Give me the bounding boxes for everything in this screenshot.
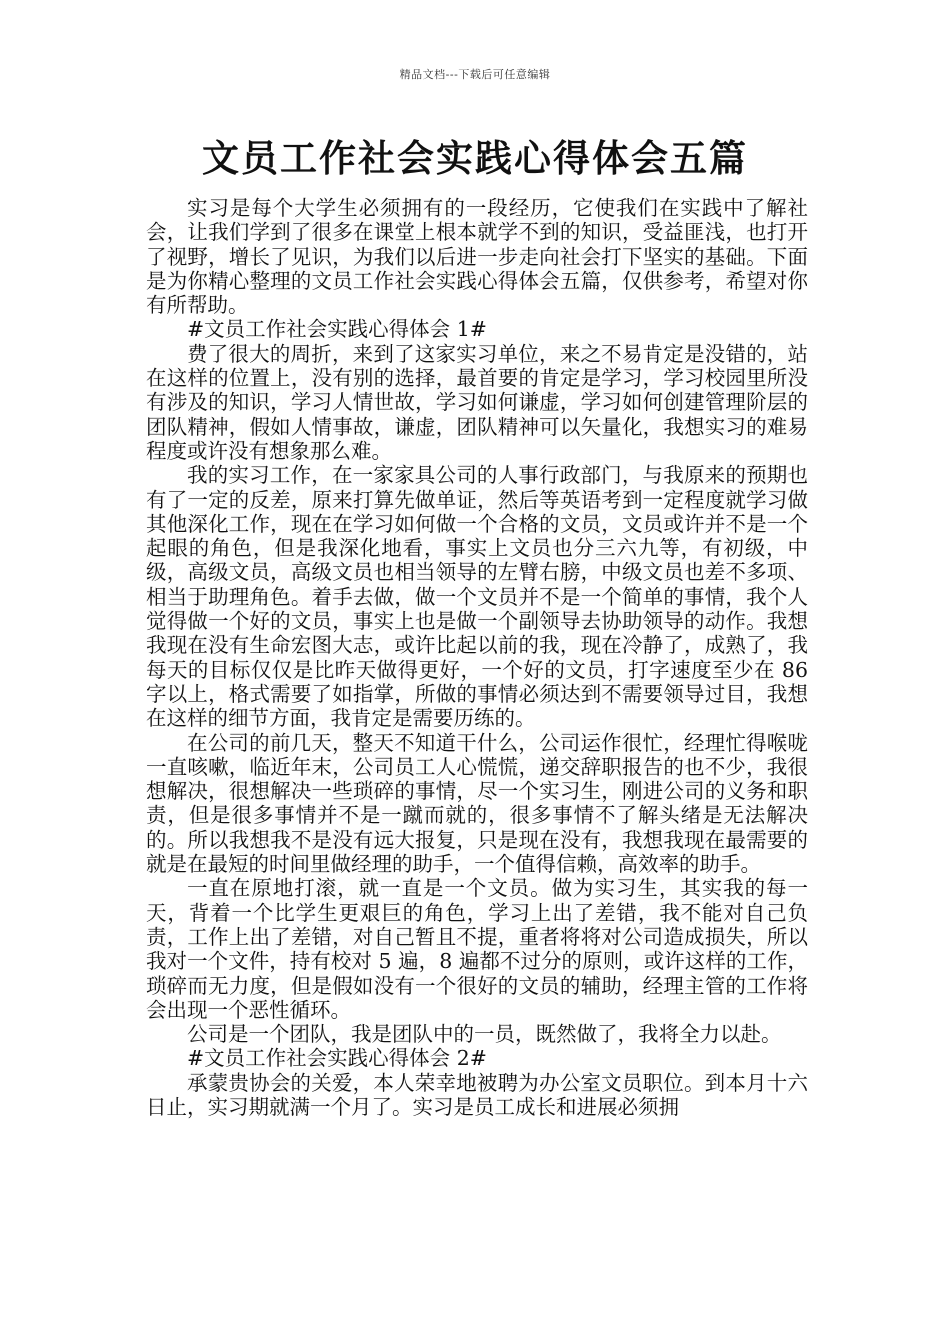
body-paragraph: 我的实习工作，在一家家具公司的人事行政部门，与我原来的预期也有了一定的反差，原来打算先做单证，然后等英语考到一定程度就学习做其他深化工作，现在在学习如何做一个合格的文员，文员或许并不是一个起眼的角色，但是我深化地看，事实上文员也分三六九等，有初级，中级，高级文员，高级文员也相当领导的左臂右膀，中级文员也差不多项、相当于助理角色。着手去做，做一个文员并不是一个简单的事情，我个人觉得做一个好的文员，事实上也是做一个副领导去协助领导的动作。我想我现在没有生命宏图大志，或许比起以前的我，现在冷静了，成熟了，我每天的目标仅仅是比昨天做得更好，一个好的文员，打字速度至少在 86 字以上，格式需要了如指掌，所做的事情必须达到不需要领导过目，我想在这样的细节方面，我肯定是需要历练的。 xyxy=(146,463,808,731)
header-note: 精品文档---下载后可任意编辑 xyxy=(399,68,551,81)
body-paragraph: 公司是一个团队，我是团队中的一员，既然做了，我将全力以赴。 xyxy=(187,1022,782,1047)
body-paragraph: 一直在原地打滚，就一直是一个文员。做为实习生，其实我的每一天，背着一个比学生更艰巨的角色，学习上出了差错，我不能对自己负责，工作上出了差错，对自己暂且不提，重者将将对公司造成损失，所以我对一个文件，持有校对 5 遍，8 遍都不过分的原则，或许这样的工作，琐碎而无力度，但是假如没有一个很好的文员的辅助，经理主管的工作将会出现一个恶性循环。 xyxy=(146,876,808,1022)
intro-paragraph: 实习是每个大学生必须拥有的一段经历，它使我们在实践中了解社会，让我们学到了很多在课堂上根本就学不到的知识，受益匪浅，也打开了视野，增长了见识，为我们以后进一步走向社会打下坚实的基础。下面是为你精心整理的文员工作社会实践心得体会五篇，仅供参考，希望对你有所帮助。 xyxy=(146,196,808,318)
section-heading-2: #文员工作社会实践心得体会 2# xyxy=(187,1046,487,1071)
document-body xyxy=(146,196,808,1119)
body-paragraph: 承蒙贵协会的关爱，本人荣幸地被聘为办公室文员职位。到本月十六日止，实习期就满一个月了。实习是员工成长和进展必须拥 xyxy=(146,1070,808,1119)
body-paragraph: 在公司的前几天，整天不知道干什么，公司运作很忙，经理忙得喉咙一直咳嗽，临近年末，公司员工人心慌慌，递交辞职报告的也不少，我很想解决，很想解决一些琐碎的事情，尽一个实习生，刚进公司的义务和职责，但是很多事情并不是一蹴而就的，很多事情不了解头绪是无法解决的。所以我想我不是没有远大报复，只是现在没有，我想我现在最需要的就是在最短的时间里做经理的助手，一个值得信赖，高效率的助手。 xyxy=(146,730,808,877)
section-heading-1: #文员工作社会实践心得体会 1# xyxy=(187,317,487,342)
document-title: 文员工作社会实践心得体会五篇 xyxy=(202,136,748,180)
body-paragraph: 费了很大的周折，来到了这家实习单位，来之不易肯定是没错的，站在这样的位置上，没有别的选择，最首要的肯定是学习，学习校园里所没有涉及的知识，学习人情世故，学习如何谦虚，学习如何创建管理阶层的团队精神，假如人情事故，谦虚，团队精神可以矢量化，我想实习的难易程度或许没有想象那么难。 xyxy=(146,341,808,463)
